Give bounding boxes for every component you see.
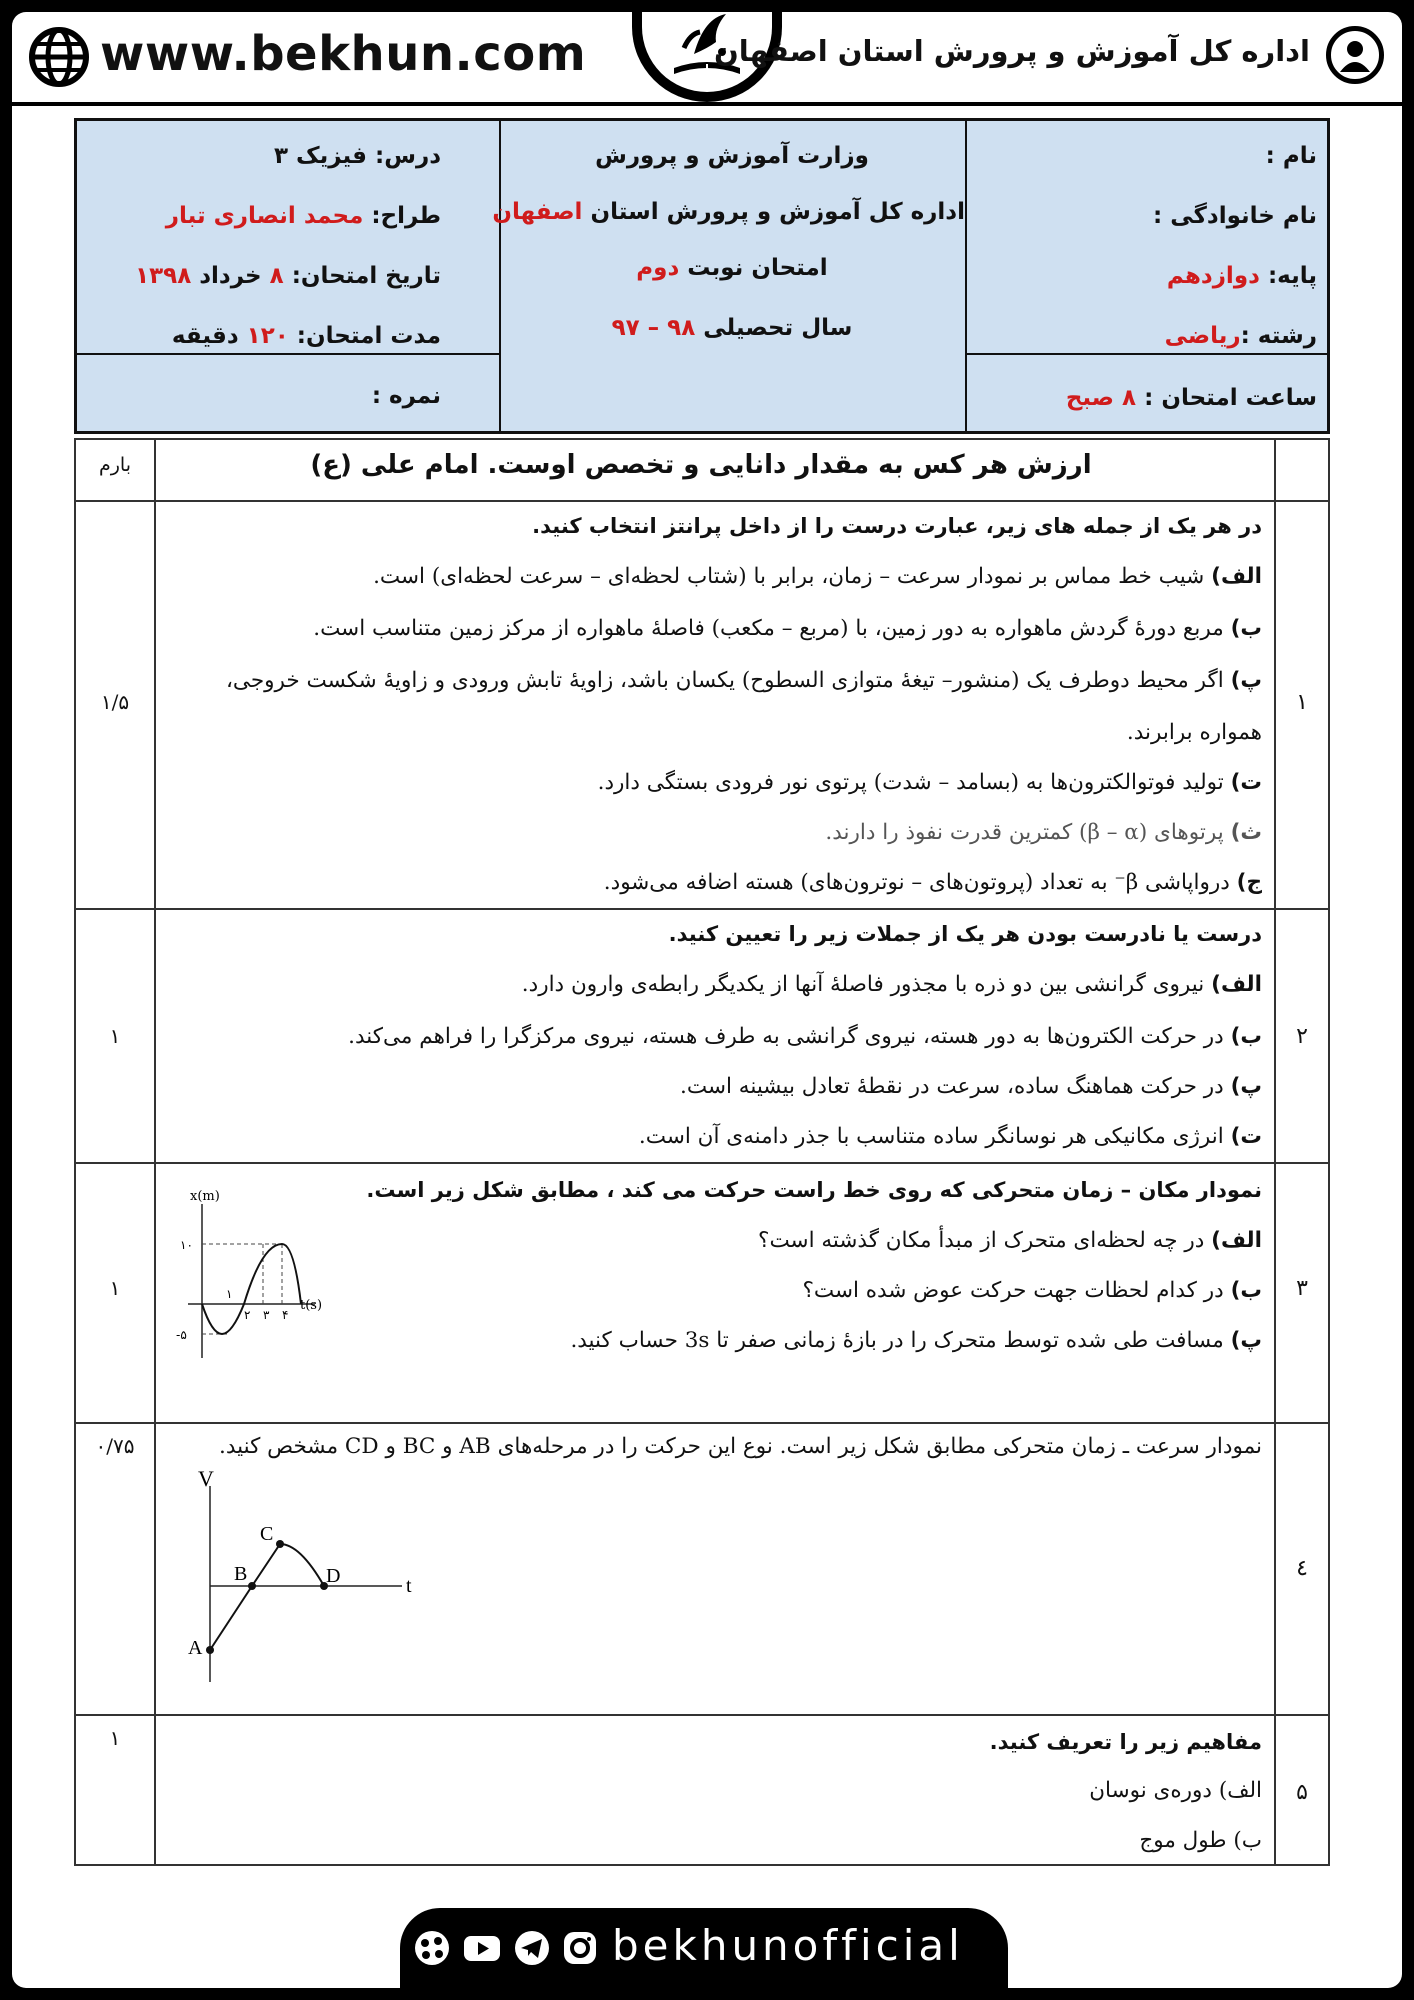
graph-x-tick: ۳	[263, 1308, 270, 1322]
point-label: D	[326, 1565, 341, 1587]
exam-page	[12, 12, 1402, 1988]
office-title: اداره کل آموزش و پرورش استان اصفهان	[714, 34, 1310, 68]
website-url[interactable]: www.bekhun.com	[100, 26, 587, 82]
question-item: ب) در کدام لحظات جهت حرکت عوض شده است؟	[802, 1278, 1262, 1303]
graph-x-tick: ۲	[244, 1308, 251, 1322]
instagram-icon[interactable]	[560, 1928, 600, 1968]
score-column-header: بارم	[98, 454, 132, 476]
exam-term: امتحان نوبت دوم	[636, 255, 828, 281]
question-score: ۱	[109, 1276, 121, 1300]
question-number: ٤	[1296, 1556, 1308, 1581]
course-name: درس: فیزیک ۳	[274, 143, 441, 169]
question-item: الف) در چه لحظه‌ای متحرک از مبدأ مکان گذشته است؟	[758, 1228, 1262, 1253]
point-label: C	[260, 1523, 274, 1545]
question-number: ۵	[1296, 1780, 1308, 1805]
question-number: ۱	[1296, 690, 1308, 715]
graph-x-tick: ۴	[282, 1308, 289, 1322]
question-item: ب) مربع دورۀ گردش ماهواره به دور زمین، با (مربع – مکعب) فاصلۀ ماهواره از مرکز زمین متناسب است.	[313, 616, 1262, 641]
graph-y-tick: ۱۰	[180, 1238, 193, 1252]
question-item: ت) تولید فوتوالکترون‌ها به (بسامد – شدت) پرتوی نور فرودی بستگی دارد.	[597, 770, 1262, 795]
grade-field: پایه: دوازدهم	[1166, 263, 1317, 289]
academic-year: سال تحصیلی ۹۸ – ۹۷	[611, 315, 853, 341]
question-item: ج) درواپاشی β⁻ به تعداد (پروتون‌های – نوترون‌های) هسته اضافه می‌شود.	[603, 870, 1262, 895]
telegram-icon[interactable]	[512, 1928, 552, 1968]
graph-x-label: t(s)	[300, 1298, 323, 1313]
field-of-study: رشته :ریاضی	[1164, 323, 1317, 349]
graph-x-tick: ۱	[226, 1287, 233, 1301]
social-handle[interactable]: bekhunofficial	[612, 1921, 964, 1970]
questions-table	[74, 438, 1330, 1866]
name-field[interactable]: نام :	[1265, 143, 1317, 169]
question-title: مفاهیم زیر را تعریف کنید.	[989, 1730, 1262, 1754]
youtube-icon[interactable]	[462, 1928, 502, 1968]
question-item: الف) شیب خط مماس بر نمودار سرعت – زمان، برابر با (شتاب لحظه‌ای – سرعت لحظه‌ای) است.	[373, 564, 1262, 589]
top-header	[12, 12, 1402, 106]
question-score: ۰/۷۵	[95, 1434, 135, 1458]
position-time-graph	[170, 1182, 330, 1372]
question-number: ۳	[1296, 1276, 1308, 1301]
question-title: نمودار سرعت ـ زمان متحرکی مطابق شکل زیر است. نوع این حرکت را در مرحله‌های AB و BC و CD مشخص کنید.	[219, 1434, 1262, 1459]
graph-y-label: V	[198, 1466, 214, 1491]
exam-info-table	[74, 118, 1330, 434]
globe-icon	[28, 26, 90, 88]
question-score: ۱/۵	[100, 690, 130, 714]
question-item: ت) انرژی مکانیکی هر نوسانگر ساده متناسب با جذر دامنه‌ی آن است.	[638, 1124, 1262, 1149]
user-icon	[1326, 26, 1384, 84]
question-item: پ) مسافت طی شده توسط متحرک را در بازۀ زمانی صفر تا 3s حساب کنید.	[570, 1328, 1262, 1353]
question-item: همواره برابرند.	[1126, 720, 1262, 745]
exam-time: ساعت امتحان : ۸ صبح	[1065, 385, 1317, 411]
question-item: ب) طول موج	[1139, 1828, 1262, 1853]
question-title: در هر یک از جمله های زیر، عبارت درست را از داخل پرانتز انتخاب کنید.	[532, 514, 1262, 538]
question-item: ث) پرتوهای (β – α) کمترین قدرت نفوذ را دارند.	[825, 820, 1262, 845]
aparat-icon[interactable]	[412, 1928, 452, 1968]
question-score: ۱	[109, 1024, 121, 1048]
question-number: ۲	[1296, 1024, 1308, 1049]
graph-x-label: t	[406, 1575, 412, 1597]
motto: ارزش هر کس به مقدار دانایی و تخصص اوست. امام علی (ع)	[310, 450, 1092, 480]
question-item: پ) اگر محیط دوطرف یک (منشور– تیغۀ متوازی السطوح) یکسان باشد، زاویۀ تابش ورودی و زاویۀ شکست خروجی،	[225, 668, 1262, 693]
question-item: ب) در حرکت الکترون‌ها به دور هسته، نیروی گرانشی به طرف هسته، نیروی مرکزگرا را فراهم می‌کند.	[348, 1024, 1262, 1049]
ministry-name: وزارت آموزش و پرورش	[595, 143, 869, 169]
point-label: A	[188, 1637, 203, 1659]
exam-date: تاریخ امتحان: ۸ خرداد ۱۳۹۸	[135, 263, 441, 289]
designer-name: طراح: محمد انصاری تبار	[165, 203, 441, 229]
question-item: الف) نیروی گرانشی بین دو ذره با مجذور فاصلۀ آنها از یکدیگر رابطه‌ی وارون دارد.	[521, 972, 1262, 997]
point-label: B	[234, 1563, 248, 1585]
velocity-time-graph	[172, 1466, 432, 1686]
social-footer	[400, 1908, 1008, 1988]
question-title: درست یا نادرست بودن هر یک از جملات زیر را تعیین کنید.	[668, 922, 1262, 946]
question-score: ۱	[109, 1726, 121, 1750]
office-name: اداره کل آموزش و پرورش استان اصفهان	[492, 199, 965, 225]
grade-box[interactable]: نمره :	[371, 383, 441, 409]
family-name-field[interactable]: نام خانوادگی :	[1153, 203, 1317, 229]
graph-y-label: x(m)	[190, 1189, 220, 1204]
exam-duration: مدت امتحان: ۱۲۰ دقیقه	[171, 323, 441, 349]
question-item: الف) دوره‌ی نوسان	[1089, 1778, 1262, 1803]
graph-y-tick: -۵	[176, 1328, 187, 1342]
question-title: نمودار مکان – زمان متحرکی که روی خط راست حرکت می کند ، مطابق شکل زیر است.	[366, 1178, 1262, 1202]
question-item: پ) در حرکت هماهنگ ساده، سرعت در نقطۀ تعادل بیشینه است.	[680, 1074, 1262, 1099]
